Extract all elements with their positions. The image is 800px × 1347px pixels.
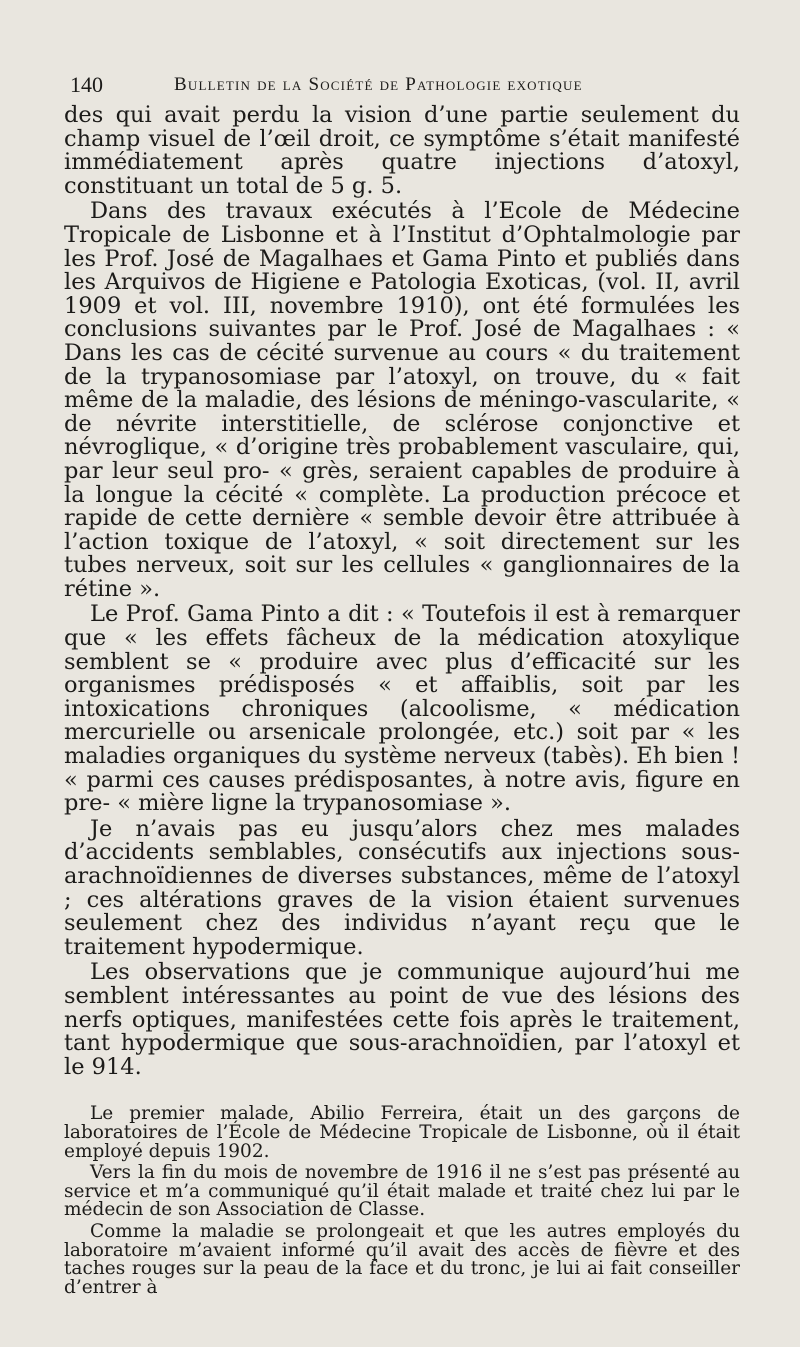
page-number: 140 [70, 72, 103, 97]
paragraph-5: Les observations que je communique aujourd’hui me semblent intéressantes au point de vue des lésions des nerfs optiques, manifestées cette fois après le traitement, tant hypodermique que sous-arachnoïdien, par l’atoxyl et le 914. [64, 959, 740, 1080]
main-text [64, 104, 740, 1079]
paragraph-2: Dans des travaux exécutés à l’Ecole de Médecine Tropicale de Lisbonne et à l’Institut d’Ophtalmologie par les Prof. José de Magalhaes et Gama Pinto et publiés dans les Arquivos de Higiene e Patologia Exoticas, (vol. II, avril 1909 et vol. III, novembre 1910), ont été formulées les conclusions suivantes par le Prof. José de Magalhaes : « Dans les cas de cécité survenue au cours « du traitement de la trypanosomiase par l’atoxyl, on trouve, du « fait même de la maladie, des lésions de méningo-vascularite, « de névrite interstitielle, de sclérose conjonctive et névroglique, « d’origine très probablement vasculaire, qui, par leur seul pro- « grès, seraient capables de produire à la longue la cécité « complète. La production précoce et rapide de cette dernière « semble devoir être attribuée à l’action toxique de l’atoxyl, « soit directement sur les tubes nerveux, soit sur les cellules « ganglionnaires de la rétine ». [64, 198, 740, 602]
paragraph-4: Je n’avais pas eu jusqu’alors chez mes malades d’accidents semblables, consécutifs aux injections sous-arachnoïdiennes de diverses substances, même de l’atoxyl ; ces altérations graves de la vision étaient survenues seulement chez des individus n’ayant reçu que le traitement hypodermique. [64, 815, 740, 960]
small-print-section [64, 1105, 740, 1297]
small-paragraph-3: Comme la maladie se prolongeait et que les autres employés du laboratoire m’avaient informé qu’il avait des accès de fièvre et des taches rouges sur la peau de la face et du tronc, je lui ai fait conseiller d’entrer à [64, 1220, 740, 1298]
paragraph-1: des qui avait perdu la vision d’une partie seulement du champ visuel de l’œil droit, ce symptôme s’était manifesté immédiatement après quatre injections d’atoxyl, constituant un total de 5 g. 5. [64, 102, 740, 199]
running-head: Bulletin de la Société de Pathologie exotique [174, 74, 583, 95]
page-header [64, 64, 740, 104]
small-paragraph-2: Vers la fin du mois de novembre de 1916 il ne s’est pas présenté au service et m’a communiqué qu’il était malade et traité chez lui par le médecin de son Association de Classe. [64, 1162, 740, 1221]
paragraph-3: Le Prof. Gama Pinto a dit : « Toutefois il est à remarquer que « les effets fâcheux de la médication atoxylique semblent se « produire avec plus d’efficacité sur les organismes prédisposés « et affaiblis, soit par les intoxications chroniques (alcoolisme, « médication mercurielle ou arsenicale prolongée, etc.) soit par « les maladies organiques du système nerveux (tabès). Eh bien ! « parmi ces causes prédisposantes, à notre avis, figure en pre- « mière ligne la trypanosomiase ». [64, 601, 740, 817]
small-paragraph-1: Le premier malade, Abilio Ferreira, était un des garçons de laboratoires de l’École de Médecine Tropicale de Lisbonne, où il était employé depuis 1902. [64, 1103, 740, 1162]
